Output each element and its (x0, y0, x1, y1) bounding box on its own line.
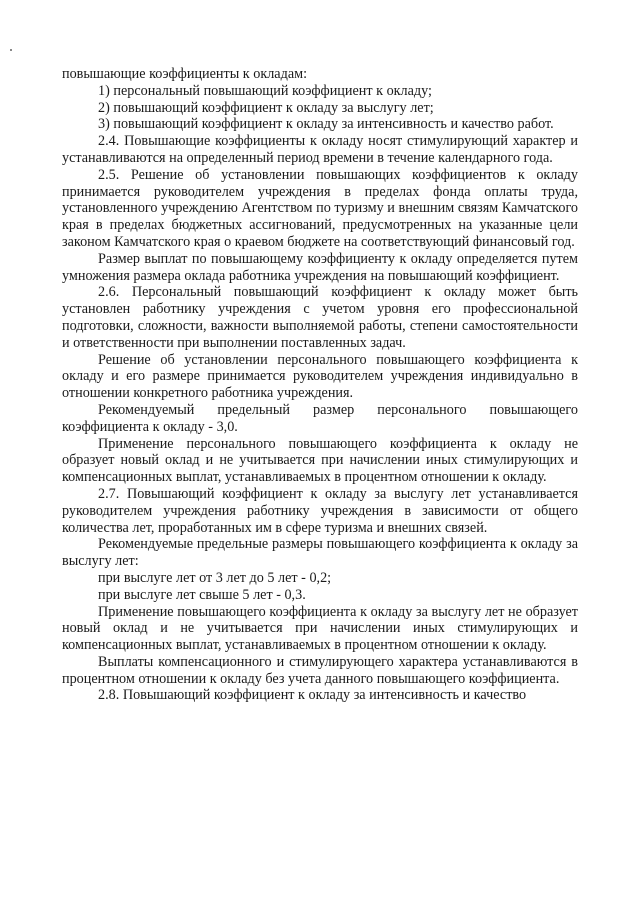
list-item-1: 1) персональный повышающий коэффициент к окладу; (98, 82, 432, 99)
list-item-3: 3) повышающий коэффициент к окладу за интенсивность и качество работ. (98, 116, 554, 133)
paragraph-personal-application: Применение персонального повышающего коэффициента к окладу не образует новый оклад и не учитывается при начислении иных стимулирующих и компенсационных выплат, устанавливаемых в процентном отношении к окладу. (62, 435, 578, 486)
document-body (62, 66, 578, 704)
paragraph-payment-size: Размер выплат по повышающему коэффициенту к окладу определяется путем умножения размера оклада работника учреждения на повышающий коэффициент. (62, 250, 578, 284)
scan-dot (10, 49, 12, 51)
paragraph-2-6: 2.6. Персональный повышающий коэффициент к окладу может быть установлен работнику учреждения с учетом уровня его профессиональной подготовки, сложности, важности выполняемой работы, степени самостоятельности и ответственности при выполнении поставленных задач. (62, 284, 578, 351)
list-item-2: 2) повышающий коэффициент к окладу за выслугу лет; (98, 99, 434, 116)
paragraph-payments: Выплаты компенсационного и стимулирующего характера устанавливаются в процентном отношении к окладу без учета данного повышающего коэффициента. (62, 653, 578, 687)
seniority-item-2: при выслуге лет свыше 5 лет - 0,3. (98, 586, 306, 603)
paragraph-2-5: 2.5. Решение об установлении повышающих коэффициентов к окладу принимается руководителем учреждения в пределах фонда оплаты труда, установленного учреждению Агентством по туризму и внешним связям Камчатского края в пределах бюджетных ассигнований, предусмотренных на указанные цели законом Камчатского края о краевом бюджете на соответствующий финансовый год. (62, 166, 578, 250)
paragraph-2-7: 2.7. Повышающий коэффициент к окладу за выслугу лет устанавливается руководителем учреждения работнику учреждения в зависимости от общего количества лет, проработанных им в сфере туризма и внешних связей. (62, 485, 578, 536)
paragraph-2-8: 2.8. Повышающий коэффициент к окладу за интенсивность и качество (98, 687, 527, 704)
paragraph-personal-decision: Решение об установлении персонального повышающего коэффициента к окладу и его размере принимается руководителем учреждения индивидуально в отношении конкретного работника учреждения. (62, 351, 578, 402)
paragraph-personal-limit: Рекомендуемый предельный размер персонального повышающего коэффициента к окладу - 3,0. (62, 401, 578, 435)
paragraph-seniority-application: Применение повышающего коэффициента к окладу за выслугу лет не образует новый оклад и не учитывается при начислении иных стимулирующих и компенсационных выплат, устанавливаемых в процентном отношении к окладу. (62, 603, 578, 654)
paragraph-intro: повышающие коэффициенты к окладам: (62, 66, 308, 82)
paragraph-2-4: 2.4. Повышающие коэффициенты к окладу носят стимулирующий характер и устанавливаются на определенный период времени в течение календарного года. (62, 133, 578, 166)
seniority-item-1: при выслуге лет от 3 лет до 5 лет - 0,2; (98, 569, 332, 586)
paragraph-seniority-limits: Рекомендуемые предельные размеры повышающего коэффициента к окладу за выслугу лет: (62, 536, 578, 570)
